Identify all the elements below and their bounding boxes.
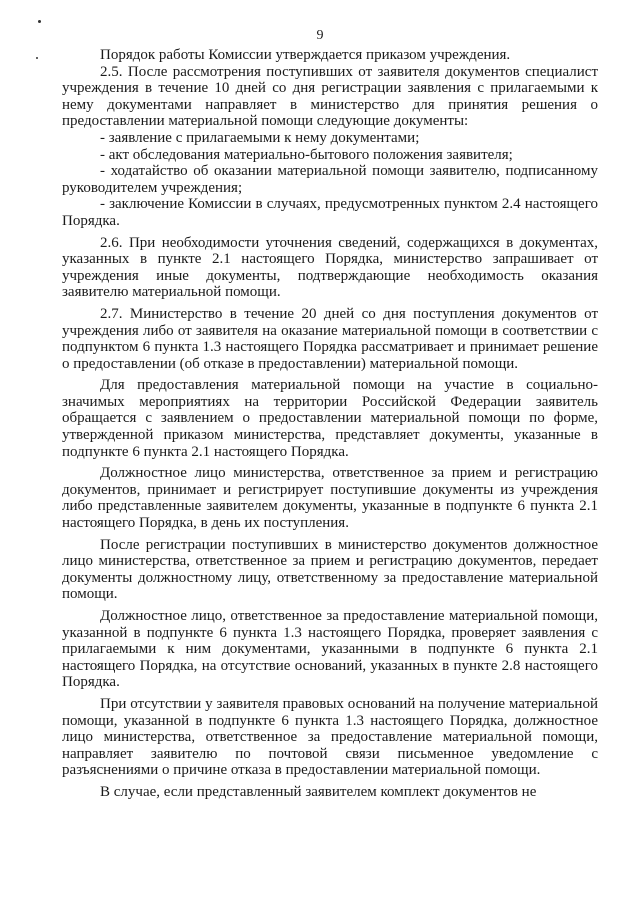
paragraph: Должностное лицо, ответственное за предоставление материальной помощи, указанной в подпункте 6 пункта 1.3 настоящего Порядка, проверяет заявления с прилагаемыми к ним документами, указанными в подпункте 6 пункта 2.1 настоящего Порядка, на отсутствие оснований, указанных в пункте 2.8 настоящего Порядка. [62,608,598,691]
paragraph: Для предоставления материальной помощи на участие в социально-значимых мероприятиях на территории Российской Федерации заявитель обращается с заявлением о предоставлении материальной помощи по форме, утвержденной приказом министерства, представляет документы, указанные в подпункте 6 пункта 2.1 настоящего Порядка. [62,377,598,460]
paragraph-2-6: 2.6. При необходимости уточнения сведений, содержащихся в документах, указанных в пункте 2.1 настоящего Порядка, министерство запрашивает от учреждения иные документы, подтверждающие необходимость оказания заявителю материальной помощи. [62,234,598,301]
scan-speck [38,20,41,23]
document-body [62,47,598,801]
paragraph-2-7: 2.7. Министерство в течение 20 дней со дня поступления документов от учреждения либо от заявителя на оказание материальной помощи в соответствии с подпунктом 6 пункта 1.3 настоящего Порядка рассматривает и принимает решение о предоставлении (об отказе в предоставлении) материальной помощи. [62,305,598,372]
list-item: - ходатайство об оказании материальной помощи заявителю, подписанному руководителем учреждения; [62,163,598,196]
paragraph: При отсутствии у заявителя правовых оснований на получение материальной помощи, указанной в подпункте 6 пункта 1.3 настоящего Порядка, должностное лицо министерства, ответственное за предоставление материальной помощи, направляет заявителю по почтовой связи письменное уведомление с разъяснениями о причине отказа в предоставлении материальной помощи. [62,695,598,779]
paragraph: Должностное лицо министерства, ответственное за прием и регистрацию документов, принимает и регистрирует поступившие документы из учреждения либо представленные заявителем документы, указанные в подпункте 6 пункта 2.1 настоящего Порядка, в день их поступления. [62,465,598,532]
list-item: - акт обследования материально-бытового положения заявителя; [100,146,513,163]
list-item: - заявление с прилагаемыми к нему документами; [100,129,420,146]
paragraph-2-5: 2.5. После рассмотрения поступивших от заявителя документов специалист учреждения в течение 10 дней со дня регистрации заявления с прилагаемыми к нему документами направляет в министерство для принятия решения о предоставлении материальной помощи следующие документы: [62,63,598,130]
scan-speck [36,57,38,59]
paragraph: После регистрации поступивших в министерство документов должностное лицо министерства, ответственное за прием и регистрацию документов, передает документы должностному лицу, ответственному за предоставление материальной помощи. [62,536,598,603]
paragraph: Порядок работы Комиссии утверждается приказом учреждения. [100,47,511,63]
list-item: - заключение Комиссии в случаях, предусмотренных пунктом 2.4 настоящего Порядка. [62,196,598,229]
page-number: 9 [316,28,324,43]
paragraph: В случае, если представленный заявителем комплект документов не [100,783,537,800]
